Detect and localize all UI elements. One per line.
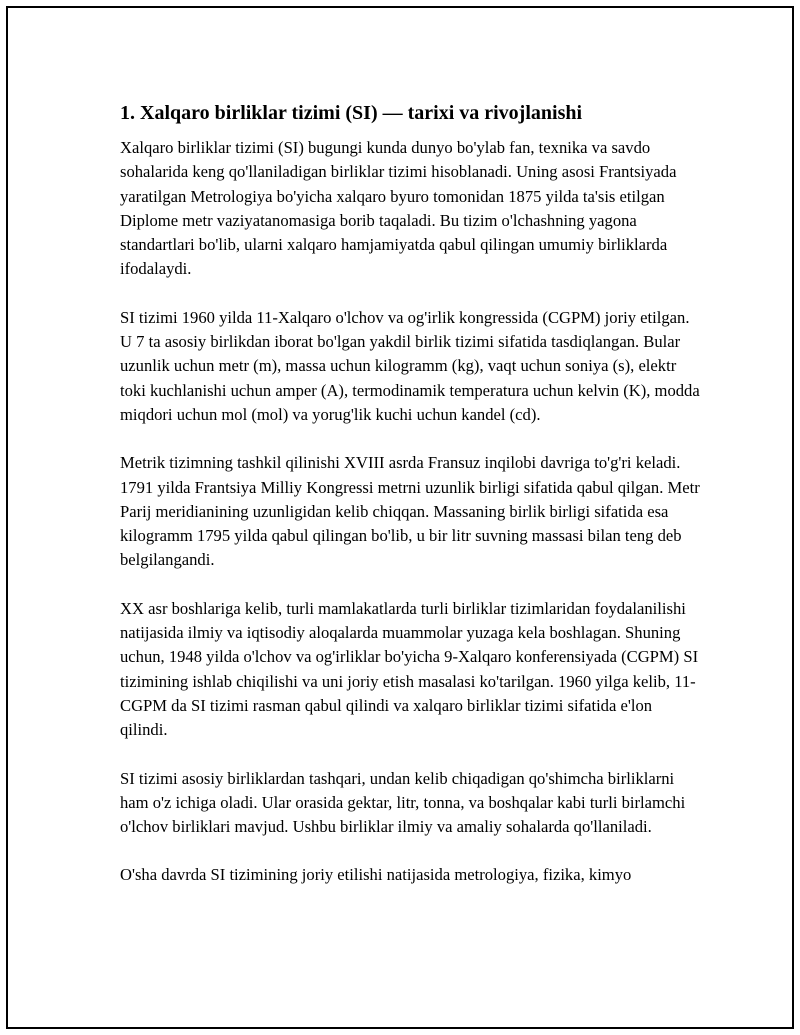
- document-body: [120, 100, 700, 912]
- paragraph-4: XX asr boshlariga kelib, turli mamlakatlarda turli birliklar tizimlaridan foydalanilishi natijasida ilmiy va iqtisodiy aloqalarda muammolar yuzaga kela boshlagan. Shuning uchun, 1948 yilda o'lchov va og'irliklar bo'yicha 9-Xalqaro konferensiyada (CGPM) SI tizimining ishlab chiqilishi va uni joriy etish masalasi ko'tarilgan. 1960 yilga kelib, 11-CGPM da SI tizimi rasman qabul qilindi va xalqaro birliklar tizimi sifatida e'lon qilindi.: [120, 598, 699, 740]
- paragraph-6: O'sha davrda SI tizimining joriy etilishi natijasida metrologiya, fizika, kimyo: [120, 865, 632, 885]
- page-frame: [6, 6, 794, 1029]
- section-heading: 1. Xalqaro birliklar tizimi (SI) — tarixi va rivojlanishi: [120, 102, 583, 124]
- paragraph-3: Metrik tizimning tashkil qilinishi XVIII asrda Fransuz inqilobi davriga to'g'ri keladi. 1791 yilda Frantsiya Milliy Kongressi metrni uzunlik birligi sifatida qabul qilgan. Metr Parij meridianining uzunligidan kelib chiqqan. Massaning birlik birligi sifatida esa kilogramm 1795 yilda qabul qilingan bo'lib, u bir litr suvning massasi bilan teng deb belgilangandi.: [120, 453, 700, 570]
- paragraph-5: SI tizimi asosiy birliklardan tashqari, undan kelib chiqadigan qo'shimcha birliklarni ham o'z ichiga oladi. Ular orasida gektar, litr, tonna, va boshqalar kabi turli birlamchi o'lchov birliklari mavjud. Ushbu birliklar ilmiy va amaliy sohalarda qo'llaniladi.: [120, 768, 686, 837]
- paragraph-2: SI tizimi 1960 yilda 11-Xalqaro o'lchov va og'irlik kongressida (CGPM) joriy etilgan. U 7 ta asosiy birlikdan iborat bo'lgan yakdil birlik tizimi sifatida tasdiqlangan. Bular uzunlik uchun metr (m), massa uchun kilogramm (kg), vaqt uchun soniya (s), elektr toki kuchlanishi uchun amper (A), termodinamik temperatura uchun kelvin (K), modda miqdori uchun mol (mol) va yorug'lik kuchi uchun kandel (cd).: [120, 307, 700, 424]
- paragraph-1: Xalqaro birliklar tizimi (SI) bugungi kunda dunyo bo'ylab fan, texnika va savdo sohalarida keng qo'llaniladigan birliklar tizimi hisoblanadi. Uning asosi Frantsiyada yaratilgan Metrologiya bo'yicha xalqaro byuro tomonidan 1875 yilda ta'sis etilgan Diplome metr vaziyatanomasiga borib taqaladi. Bu tizim o'lchashning yagona standartlari bo'lib, ularni xalqaro hamjamiyatda qabul qilingan umumiy birliklarda ifodalaydi.: [120, 138, 677, 279]
